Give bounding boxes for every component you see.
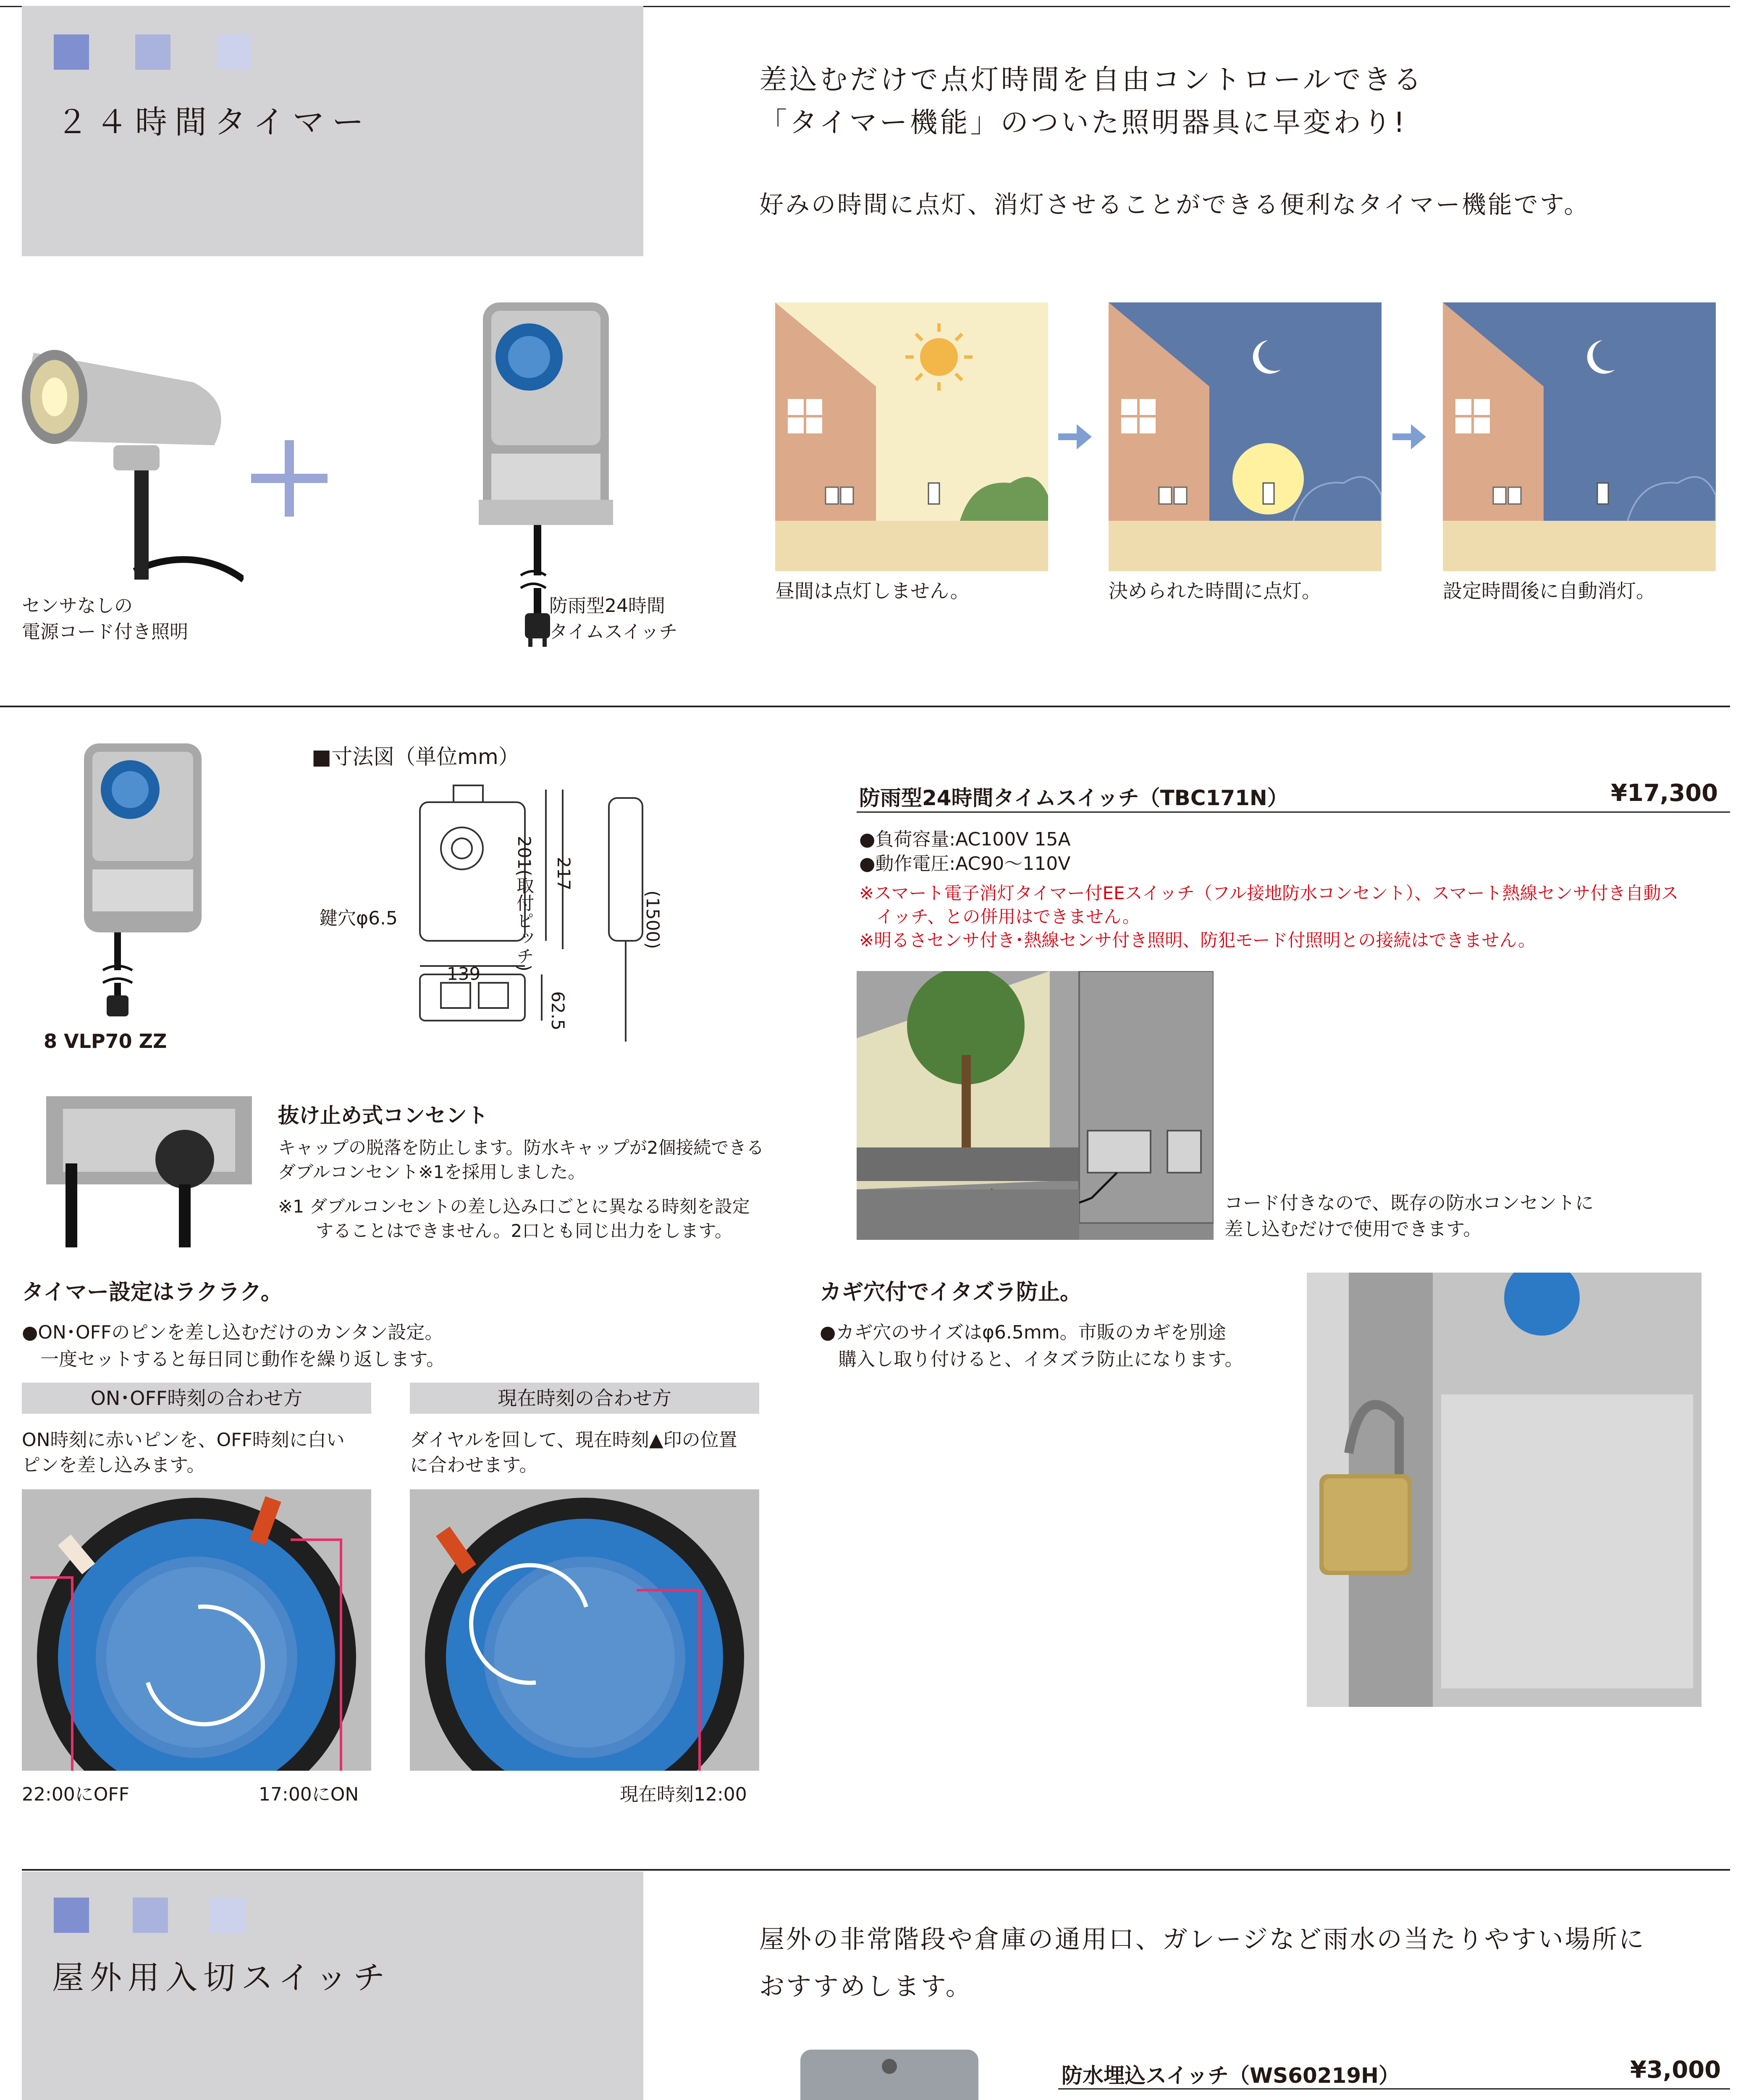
scene-night-off (1443, 302, 1716, 571)
outlet-note-2: することはできません。2口とも同じ出力をします。 (316, 1221, 732, 1241)
caption-light-2: 電源コード付き照明 (22, 621, 188, 643)
sun-icon (920, 338, 958, 376)
product-warning-1: ※スマート電子消灯タイマー付EEスイッチ（フル接地防水コンセント）、スマート熱線センサ付き自動ス (859, 883, 1679, 903)
dim-key: 鍵穴φ6.5 (319, 908, 398, 929)
arrow-right-icon (1058, 424, 1092, 449)
section1-headline-1: 差込むだけで点灯時間を自由コントロールできる (759, 63, 1424, 96)
square-2 (135, 34, 170, 70)
scene-night-on (1109, 302, 1382, 571)
dial-on-off-image (22, 1489, 371, 1771)
square-3 (217, 34, 252, 70)
section2-product-name: 防水埋込スイッチ（WS60219H） (1062, 2063, 1400, 2088)
square-5 (133, 1898, 168, 1933)
install-note-1: コード付きなので、既存の防水コンセントに (1224, 1192, 1594, 1214)
scene-1-caption: 昼間は点灯しません。 (775, 580, 970, 602)
dimension-title: ■寸法図（単位mm） (312, 745, 519, 769)
bar1-text-1: ON時刻に赤いピンを、OFF時刻に白い (22, 1429, 345, 1451)
label-on: 17:00にON (259, 1784, 359, 1805)
bar1-text-2: ピンを差し込みます。 (22, 1454, 205, 1476)
product-spec-1: ●負荷容量:AC100V 15A (859, 829, 1071, 850)
section1-sub: 好みの時間に点灯、消灯させることができる便利なタイマー機能です。 (759, 190, 1590, 219)
outlet-note-1: ※1 ダブルコンセントの差し込み口ごとに異なる時刻を設定 (278, 1196, 750, 1217)
product-warning-1b: イッチ、との併用はできません。 (876, 906, 1140, 927)
section-rule-2 (22, 1869, 1730, 1871)
dim-1500: (1500) (642, 890, 663, 949)
section2-title: 屋外用入切スイッチ (52, 1959, 391, 1996)
section2-headline-2: おすすめします。 (759, 1972, 973, 2001)
label-off: 22:00にOFF (22, 1784, 130, 1805)
lock-desc-1: ●カギ穴のサイズはφ6.5mm。市販のカギを別途 (820, 1322, 1226, 1343)
bar2-text-1: ダイヤルを回して、現在時刻▲印の位置 (410, 1429, 737, 1451)
product-image-8vlp70 (71, 743, 214, 1021)
square-1 (54, 34, 89, 70)
lock-title: カギ穴付でイタズラ防止。 (820, 1280, 1082, 1305)
dim-139: 139 (447, 963, 481, 984)
square-6 (210, 1898, 245, 1933)
plus-icon (251, 440, 328, 517)
caption-switch-2: タイムスイッチ (549, 621, 678, 643)
timer-desc-1: ●ON･OFFのピンを差し込むだけのカンタン設定。 (22, 1322, 443, 1343)
section1-title: ２４時間タイマー (56, 103, 372, 141)
product-spec-2: ●動作電圧:AC90～110V (859, 853, 1071, 874)
product-rule (857, 811, 1730, 813)
product-price: ¥17,300 (1611, 780, 1718, 807)
dim-62-5: 62.5 (548, 991, 568, 1031)
outlet-title: 抜け止め式コンセント (278, 1103, 488, 1128)
timer-title: タイマー設定はラクラク。 (22, 1280, 283, 1305)
bar2-text-2: に合わせます。 (410, 1454, 538, 1476)
square-4 (54, 1898, 89, 1933)
scene-day (775, 302, 1048, 571)
installation-illustration (857, 971, 1214, 1240)
timer-desc-2: 一度セットすると毎日同じ動作を繰り返します。 (40, 1349, 445, 1370)
dial-current-time-image (410, 1489, 759, 1771)
outlet-desc-2: ダブルコンセント※1を採用しました。 (278, 1162, 586, 1182)
section1-headline-2: 「タイマー機能」のついた照明器具に早変わり! (759, 106, 1408, 139)
label-now: 現在時刻12:00 (620, 1784, 747, 1805)
waterproof-switch-image (800, 2050, 978, 2100)
arrow-right-icon-2 (1392, 424, 1426, 449)
section2-headline-1: 屋外の非常階段や倉庫の通用口、ガレージなど雨水の当たりやすい場所に (759, 1925, 1646, 1954)
outlet-desc-1: キャップの脱落を防止します。防水キャップが2個接続できる (278, 1137, 764, 1158)
section2-rule-top (1058, 2088, 1730, 2090)
spotlight-image (17, 319, 244, 588)
section2-spec-1 (1062, 2098, 1311, 2100)
section2-price: ¥3,000 (1630, 2056, 1721, 2084)
install-note-2: 差し込むだけで使用できます。 (1224, 1218, 1482, 1240)
lock-desc-2: 購入し取り付けると、イタズラ防止になります。 (838, 1349, 1243, 1370)
product-warning-2: ※明るさセンサ付き･熱線センサ付き照明、防犯モード付照明との接続はできません。 (859, 930, 1536, 950)
bar-on-off: ON･OFF時刻の合わせ方 (22, 1383, 371, 1414)
dim-217: 217 (553, 857, 574, 891)
caption-switch-1: 防雨型24時間 (549, 595, 665, 617)
product-code: 8 VLP70 ZZ (44, 1030, 167, 1053)
caption-light-1: センサなしの (22, 595, 133, 617)
scene-2-caption: 決められた時間に点灯。 (1109, 580, 1321, 602)
bar-current-time: 現在時刻の合わせ方 (410, 1383, 759, 1414)
scene-3-caption: 設定時間後に自動消灯。 (1443, 580, 1655, 602)
outlet-image (46, 1096, 252, 1247)
product-name: 防雨型24時間タイムスイッチ（TBC171N） (859, 786, 1288, 810)
dim-201: 201(取付ピッチ) (514, 836, 535, 971)
section-rule-1 (0, 706, 1730, 707)
padlock-image (1307, 1273, 1702, 1707)
